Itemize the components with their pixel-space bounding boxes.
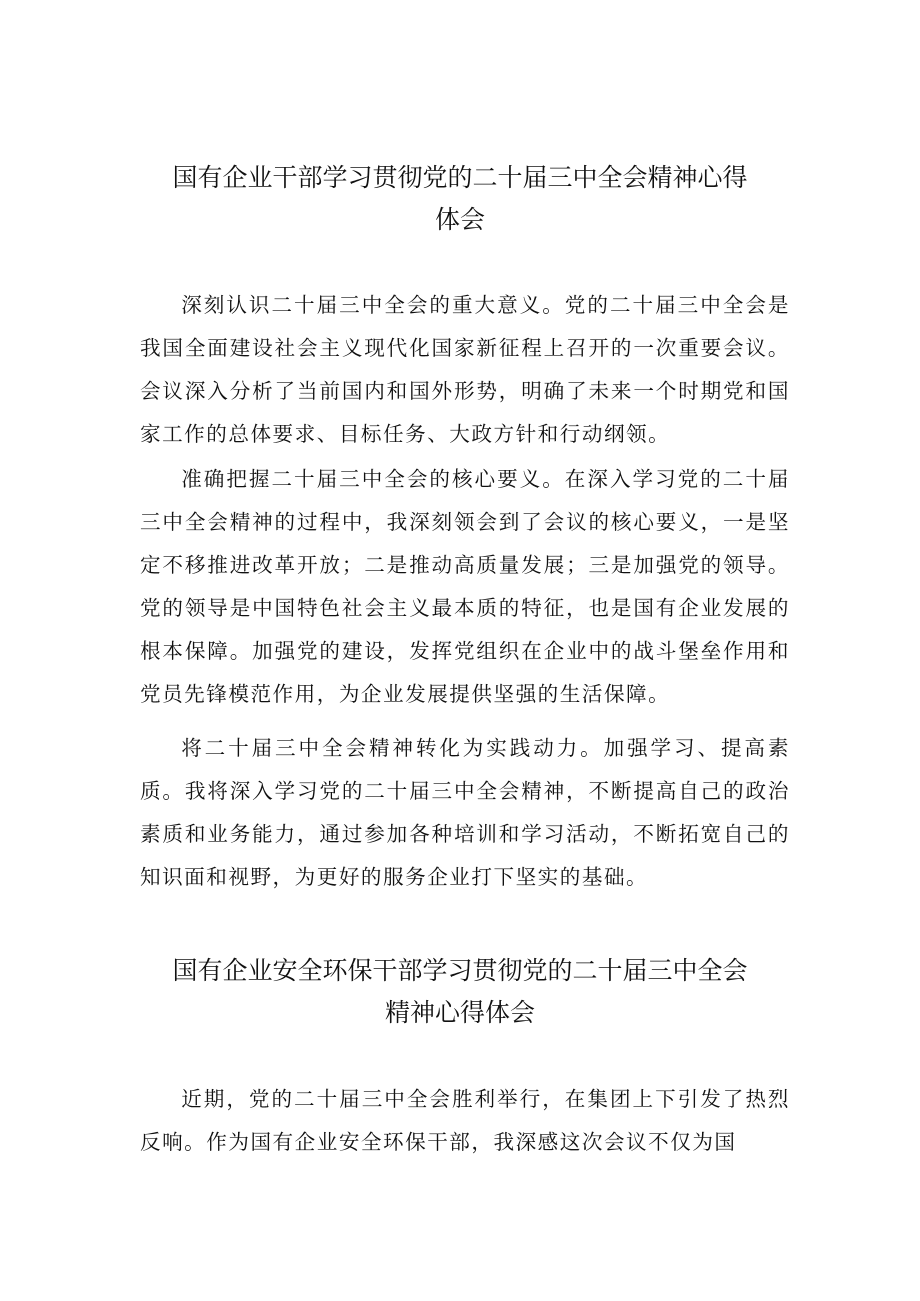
section1-paragraph-3: 将二十届三中全会精神转化为实践动力。加强学习、提高素质。我将深入学习党的二十届三中全会精神，不断提高自己的政治素质和业务能力，通过参加各种培训和学习活动，不断拓宽自己的知识面和视野，为更好的服务企业打下坚实的基础。 bbox=[140, 736, 790, 889]
section1-title-line2: 体会 bbox=[434, 205, 485, 234]
section2-title bbox=[130, 950, 790, 1034]
section1-paragraph-1: 深刻认识二十届三中全会的重大意义。党的二十届三中全会是我国全面建设社会主义现代化国家新征程上召开的一次重要会议。会议深入分析了当前国内和国外形势，明确了未来一个时期党和国家工作的总体要求、目标任务、大政方针和行动纲领。 bbox=[140, 293, 790, 446]
section1-title-line1: 国有企业干部学习贯彻党的二十届三中全会精神心得 bbox=[172, 163, 748, 192]
section1-title bbox=[130, 157, 790, 241]
section2-paragraph-1: 近期，党的二十届三中全会胜利举行，在集团上下引发了热烈反响。作为国有企业安全环保干部，我深感这次会议不仅为国 bbox=[140, 1087, 790, 1154]
section2-title-line1: 国有企业安全环保干部学习贯彻党的二十届三中全会 bbox=[172, 956, 748, 985]
section2-title-line2: 精神心得体会 bbox=[384, 998, 535, 1027]
section1-paragraph-2: 准确把握二十届三中全会的核心要义。在深入学习党的二十届三中全会精神的过程中，我深刻领会到了会议的核心要义，一是坚定不移推进改革开放；二是推动高质量发展；三是加强党的领导。党的领导是中国特色社会主义最本质的特征，也是国有企业发展的根本保障。加强党的建设，发挥党组织在企业中的战斗堡垒作用和党员先锋模范作用，为企业发展提供坚强的生活保障。 bbox=[140, 467, 790, 706]
